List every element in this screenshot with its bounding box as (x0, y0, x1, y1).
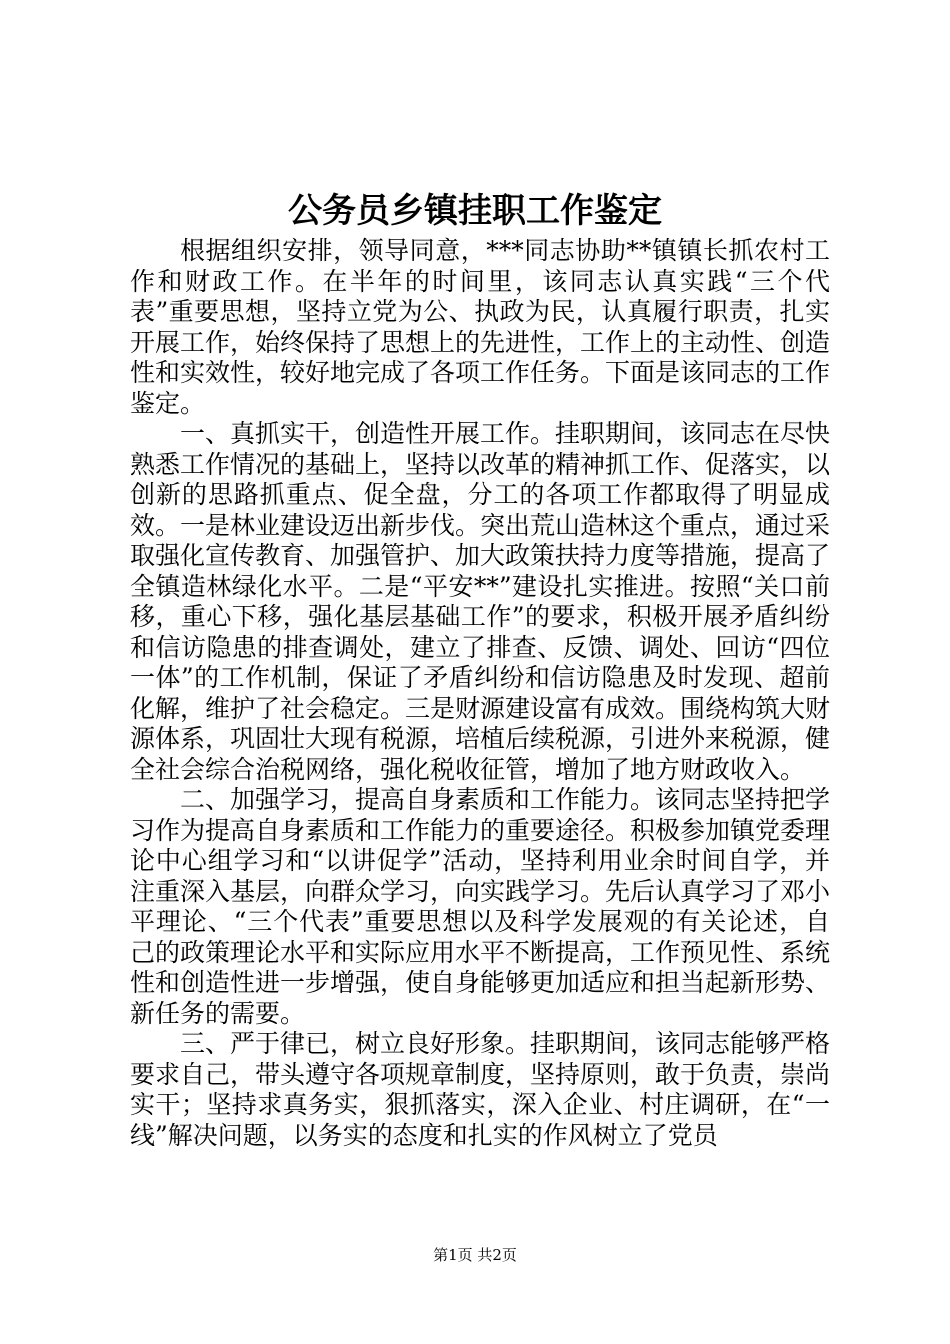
body-paragraph-section-3: 三、严于律已，树立良好形象。挂职期间，该同志能够严格要求自己，带头遵守各项规章制度，坚持原则，敢于负责，崇尚实干；坚持求真务实，狠抓落实，深入企业、村庄调研，在“一线”解决问题，以务实的态度和扎实的作风树立了党员 (130, 1029, 831, 1150)
page-footer: 第1页 共2页 (433, 1246, 517, 1264)
body-paragraph-intro: 根据组织安排，领导同意，***同志协助**镇镇长抓农村工作和财政工作。在半年的时间里，该同志认真实践“三个代表”重要思想，坚持立党为公、执政为民，认真履行职责，扎实开展工作，始终保持了思想上的先进性，工作上的主动性、创造性和实效性，较好地完成了各项工作任务。下面是该同志的工作鉴定。 (130, 236, 831, 418)
body-paragraph-section-1: 一、真抓实干，创造性开展工作。挂职期间，该同志在尽快熟悉工作情况的基础上，坚持以改革的精神抓工作、促落实，以创新的思路抓重点、促全盘，分工的各项工作都取得了明显成效。一是林业建设迈出新步伐。突出荒山造林这个重点，通过采取强化宣传教育、加强管护、加大政策扶持力度等措施，提高了全镇造林绿化水平。二是“平安**”建设扎实推进。按照“关口前移，重心下移，强化基层基础工作”的要求，积极开展矛盾纠纷和信访隐患的排查调处，建立了排查、反馈、调处、回访“四位一体”的工作机制，保证了矛盾纠纷和信访隐患及时发现、超前化解，维护了社会稳定。三是财源建设富有成效。围绕构筑大财源体系，巩固壮大现有税源，培植后续税源，引进外来税源，健全社会综合治税网络，强化税收征管，增加了地方财政收入。 (130, 419, 831, 784)
document-title: 公务员乡镇挂职工作鉴定 (288, 191, 662, 231)
body-paragraph-section-2: 二、加强学习，提高自身素质和工作能力。该同志坚持把学习作为提高自身素质和工作能力的重要途径。积极参加镇党委理论中心组学习和“以讲促学”活动，坚持利用业余时间自学，并注重深入基层，向群众学习，向实践学习。先后认真学习了邓小平理论、“三个代表”重要思想以及科学发展观的有关论述，自己的政策理论水平和实际应用水平不断提高，工作预见性、系统性和创造性进一步增强，使自身能够更加适应和担当起新形势、新任务的需要。 (130, 785, 831, 1028)
document-body (130, 236, 830, 1151)
